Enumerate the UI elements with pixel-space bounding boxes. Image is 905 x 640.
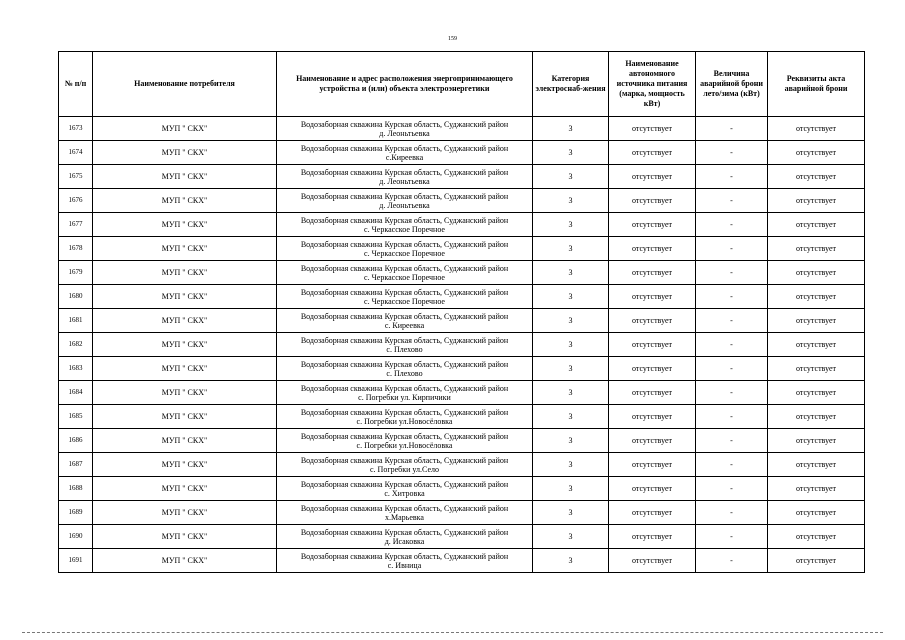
power-source-cell: отсутствует bbox=[609, 525, 696, 549]
power-source-cell: отсутствует bbox=[609, 357, 696, 381]
act-requisites-cell: отсутствует bbox=[768, 477, 865, 501]
act-requisites-cell: отсутствует bbox=[768, 501, 865, 525]
reserve-value-cell: - bbox=[696, 261, 768, 285]
reserve-value-cell: - bbox=[696, 333, 768, 357]
reserve-value-cell: - bbox=[696, 309, 768, 333]
category-cell: 3 bbox=[533, 477, 609, 501]
power-source-cell: отсутствует bbox=[609, 453, 696, 477]
consumer-cell: МУП " СКХ" bbox=[93, 525, 277, 549]
reserve-value-cell: - bbox=[696, 525, 768, 549]
address-locality: с. Черкасское Поречное bbox=[364, 272, 445, 282]
consumer-cell: МУП " СКХ" bbox=[93, 429, 277, 453]
table-row bbox=[59, 429, 865, 453]
reserve-value-cell: - bbox=[696, 357, 768, 381]
address-locality: с. Плехово bbox=[386, 368, 423, 378]
table-row bbox=[59, 453, 865, 477]
power-source-cell: отсутствует bbox=[609, 549, 696, 573]
address-object: Водозаборная скважина Курская область, Суджанский район bbox=[300, 551, 509, 561]
power-source-cell: отсутствует bbox=[609, 285, 696, 309]
category-cell: 3 bbox=[533, 333, 609, 357]
table-row bbox=[59, 381, 865, 405]
reserve-value-cell: - bbox=[696, 117, 768, 141]
address-object: Водозаборная скважина Курская область, Суджанский район bbox=[300, 335, 509, 345]
reserve-value-cell: - bbox=[696, 237, 768, 261]
address-locality: д. Леоньтьевка bbox=[379, 128, 430, 138]
act-requisites-cell: отсутствует bbox=[768, 261, 865, 285]
power-source-cell: отсутствует bbox=[609, 477, 696, 501]
table-row bbox=[59, 285, 865, 309]
address-locality: с. Ивница bbox=[387, 560, 422, 570]
row-number-cell: 1687 bbox=[59, 453, 93, 477]
power-source-cell: отсутствует bbox=[609, 501, 696, 525]
consumer-cell: МУП " СКХ" bbox=[93, 501, 277, 525]
table-row bbox=[59, 309, 865, 333]
address-object: Водозаборная скважина Курская область, Суджанский район bbox=[300, 383, 509, 393]
reserve-value-cell: - bbox=[696, 477, 768, 501]
address-object: Водозаборная скважина Курская область, Суджанский район bbox=[300, 359, 509, 369]
address-cell bbox=[277, 213, 533, 237]
address-locality: с. Черкасское Поречное bbox=[364, 224, 445, 234]
row-number-cell: 1673 bbox=[59, 117, 93, 141]
address-locality: с. Киреевка bbox=[384, 320, 425, 330]
table-row bbox=[59, 357, 865, 381]
row-number-cell: 1681 bbox=[59, 309, 93, 333]
address-cell bbox=[277, 237, 533, 261]
table-row bbox=[59, 525, 865, 549]
table-row bbox=[59, 333, 865, 357]
category-cell: 3 bbox=[533, 237, 609, 261]
category-cell: 3 bbox=[533, 285, 609, 309]
address-cell bbox=[277, 165, 533, 189]
address-object: Водозаборная скважина Курская область, Суджанский район bbox=[300, 431, 509, 441]
act-requisites-cell: отсутствует bbox=[768, 357, 865, 381]
row-number-cell: 1676 bbox=[59, 189, 93, 213]
address-object: Водозаборная скважина Курская область, Суджанский район bbox=[300, 503, 509, 513]
consumer-cell: МУП " СКХ" bbox=[93, 477, 277, 501]
bottom-divider bbox=[22, 632, 883, 633]
row-number-cell: 1686 bbox=[59, 429, 93, 453]
category-cell: 3 bbox=[533, 381, 609, 405]
consumer-cell: МУП " СКХ" bbox=[93, 549, 277, 573]
reserve-value-cell: - bbox=[696, 165, 768, 189]
act-requisites-cell: отсутствует bbox=[768, 165, 865, 189]
row-number-cell: 1691 bbox=[59, 549, 93, 573]
reserve-value-cell: - bbox=[696, 285, 768, 309]
consumer-cell: МУП " СКХ" bbox=[93, 285, 277, 309]
power-source-cell: отсутствует bbox=[609, 309, 696, 333]
header-category: Категория электроснаб-жения bbox=[533, 52, 609, 117]
category-cell: 3 bbox=[533, 357, 609, 381]
address-object: Водозаборная скважина Курская область, Суджанский район bbox=[300, 119, 509, 129]
address-locality: с.Киреевка bbox=[385, 152, 424, 162]
reserve-value-cell: - bbox=[696, 549, 768, 573]
act-requisites-cell: отсутствует bbox=[768, 189, 865, 213]
row-number-cell: 1683 bbox=[59, 357, 93, 381]
power-source-cell: отсутствует bbox=[609, 213, 696, 237]
address-locality: с. Черкасское Поречное bbox=[364, 248, 445, 258]
table-row bbox=[59, 141, 865, 165]
address-cell bbox=[277, 549, 533, 573]
address-cell bbox=[277, 309, 533, 333]
address-cell bbox=[277, 453, 533, 477]
consumer-cell: МУП " СКХ" bbox=[93, 117, 277, 141]
power-source-cell: отсутствует bbox=[609, 405, 696, 429]
act-requisites-cell: отсутствует bbox=[768, 141, 865, 165]
row-number-cell: 1674 bbox=[59, 141, 93, 165]
consumer-cell: МУП " СКХ" bbox=[93, 453, 277, 477]
address-object: Водозаборная скважина Курская область, Суджанский район bbox=[300, 455, 509, 465]
table-row bbox=[59, 405, 865, 429]
address-object: Водозаборная скважина Курская область, Суджанский район bbox=[300, 479, 509, 489]
page-number: 159 bbox=[448, 36, 457, 42]
reserve-value-cell: - bbox=[696, 501, 768, 525]
address-object: Водозаборная скважина Курская область, Суджанский район bbox=[300, 527, 509, 537]
consumer-cell: МУП " СКХ" bbox=[93, 165, 277, 189]
category-cell: 3 bbox=[533, 165, 609, 189]
consumer-cell: МУП " СКХ" bbox=[93, 333, 277, 357]
address-locality: х.Марьевка bbox=[385, 512, 424, 522]
reserve-value-cell: - bbox=[696, 381, 768, 405]
address-object: Водозаборная скважина Курская область, Суджанский район bbox=[300, 239, 509, 249]
table-row bbox=[59, 237, 865, 261]
category-cell: 3 bbox=[533, 213, 609, 237]
power-source-cell: отсутствует bbox=[609, 381, 696, 405]
address-object: Водозаборная скважина Курская область, Суджанский район bbox=[300, 311, 509, 321]
consumer-cell: МУП " СКХ" bbox=[93, 141, 277, 165]
consumer-cell: МУП " СКХ" bbox=[93, 357, 277, 381]
category-cell: 3 bbox=[533, 549, 609, 573]
power-source-cell: отсутствует bbox=[609, 237, 696, 261]
category-cell: 3 bbox=[533, 141, 609, 165]
category-cell: 3 bbox=[533, 429, 609, 453]
address-cell bbox=[277, 357, 533, 381]
consumer-cell: МУП " СКХ" bbox=[93, 261, 277, 285]
row-number-cell: 1690 bbox=[59, 525, 93, 549]
table-row bbox=[59, 117, 865, 141]
address-locality: д. Леоньтьевка bbox=[379, 200, 430, 210]
row-number-cell: 1680 bbox=[59, 285, 93, 309]
address-object: Водозаборная скважина Курская область, Суджанский район bbox=[300, 215, 509, 225]
address-object: Водозаборная скважина Курская область, Суджанский район bbox=[300, 191, 509, 201]
table-row bbox=[59, 501, 865, 525]
address-locality: с. Хитровка bbox=[384, 488, 425, 498]
header-source: Наименование автономного источника питания (марка, мощность кВт) bbox=[609, 52, 696, 117]
table-row bbox=[59, 477, 865, 501]
address-object: Водозаборная скважина Курская область, Суджанский район bbox=[300, 407, 509, 417]
header-num: № п/п bbox=[59, 52, 93, 117]
reserve-value-cell: - bbox=[696, 189, 768, 213]
power-source-cell: отсутствует bbox=[609, 141, 696, 165]
category-cell: 3 bbox=[533, 117, 609, 141]
act-requisites-cell: отсутствует bbox=[768, 285, 865, 309]
table-row bbox=[59, 189, 865, 213]
address-cell bbox=[277, 117, 533, 141]
address-locality: с. Плехово bbox=[386, 344, 423, 354]
power-source-cell: отсутствует bbox=[609, 429, 696, 453]
table-row bbox=[59, 165, 865, 189]
row-number-cell: 1685 bbox=[59, 405, 93, 429]
power-source-cell: отсутствует bbox=[609, 333, 696, 357]
act-requisites-cell: отсутствует bbox=[768, 333, 865, 357]
act-requisites-cell: отсутствует bbox=[768, 405, 865, 429]
address-cell bbox=[277, 501, 533, 525]
act-requisites-cell: отсутствует bbox=[768, 549, 865, 573]
consumer-cell: МУП " СКХ" bbox=[93, 381, 277, 405]
emergency-reserve-table bbox=[58, 51, 865, 573]
category-cell: 3 bbox=[533, 501, 609, 525]
consumer-cell: МУП " СКХ" bbox=[93, 405, 277, 429]
table-row bbox=[59, 261, 865, 285]
row-number-cell: 1675 bbox=[59, 165, 93, 189]
act-requisites-cell: отсутствует bbox=[768, 429, 865, 453]
row-number-cell: 1689 bbox=[59, 501, 93, 525]
row-number-cell: 1677 bbox=[59, 213, 93, 237]
power-source-cell: отсутствует bbox=[609, 165, 696, 189]
table-row bbox=[59, 549, 865, 573]
address-locality: с. Погребки ул.Село bbox=[369, 464, 439, 474]
address-cell bbox=[277, 381, 533, 405]
table-body bbox=[59, 117, 865, 573]
row-number-cell: 1684 bbox=[59, 381, 93, 405]
category-cell: 3 bbox=[533, 405, 609, 429]
category-cell: 3 bbox=[533, 261, 609, 285]
address-locality: с. Погребки ул.Новосёловка bbox=[356, 440, 453, 450]
reserve-value-cell: - bbox=[696, 213, 768, 237]
address-cell bbox=[277, 405, 533, 429]
reserve-value-cell: - bbox=[696, 453, 768, 477]
header-requisites: Реквизиты акта аварийной брони bbox=[768, 52, 865, 117]
address-locality: д. Исаковка bbox=[384, 536, 425, 546]
address-cell bbox=[277, 477, 533, 501]
consumer-cell: МУП " СКХ" bbox=[93, 309, 277, 333]
row-number-cell: 1678 bbox=[59, 237, 93, 261]
address-locality: с. Погребки ул.Новосёловка bbox=[356, 416, 453, 426]
consumer-cell: МУП " СКХ" bbox=[93, 213, 277, 237]
category-cell: 3 bbox=[533, 189, 609, 213]
act-requisites-cell: отсутствует bbox=[768, 453, 865, 477]
address-object: Водозаборная скважина Курская область, Суджанский район bbox=[300, 287, 509, 297]
address-cell bbox=[277, 189, 533, 213]
row-number-cell: 1688 bbox=[59, 477, 93, 501]
reserve-value-cell: - bbox=[696, 141, 768, 165]
address-cell bbox=[277, 525, 533, 549]
address-cell bbox=[277, 285, 533, 309]
address-locality: с. Черкасское Поречное bbox=[364, 296, 445, 306]
power-source-cell: отсутствует bbox=[609, 261, 696, 285]
table-row bbox=[59, 213, 865, 237]
category-cell: 3 bbox=[533, 309, 609, 333]
reserve-value-cell: - bbox=[696, 405, 768, 429]
power-source-cell: отсутствует bbox=[609, 189, 696, 213]
header-reserve: Величина аварийной брони лето/зима (кВт) bbox=[696, 52, 768, 117]
act-requisites-cell: отсутствует bbox=[768, 237, 865, 261]
category-cell: 3 bbox=[533, 453, 609, 477]
reserve-value-cell: - bbox=[696, 429, 768, 453]
power-source-cell: отсутствует bbox=[609, 117, 696, 141]
header-address: Наименование и адрес расположения энергопринимающего устройства и (или) объекта электроэнергетики bbox=[277, 52, 533, 117]
row-number-cell: 1679 bbox=[59, 261, 93, 285]
act-requisites-cell: отсутствует bbox=[768, 525, 865, 549]
act-requisites-cell: отсутствует bbox=[768, 213, 865, 237]
table-header-row bbox=[59, 52, 865, 117]
act-requisites-cell: отсутствует bbox=[768, 381, 865, 405]
address-cell bbox=[277, 429, 533, 453]
category-cell: 3 bbox=[533, 525, 609, 549]
consumer-cell: МУП " СКХ" bbox=[93, 189, 277, 213]
act-requisites-cell: отсутствует bbox=[768, 309, 865, 333]
address-cell bbox=[277, 333, 533, 357]
address-object: Водозаборная скважина Курская область, Суджанский район bbox=[300, 263, 509, 273]
address-locality: с. Погребки ул. Кирпичики bbox=[358, 392, 451, 402]
header-consumer: Наименование потребителя bbox=[93, 52, 277, 117]
address-object: Водозаборная скважина Курская область, Суджанский район bbox=[300, 167, 509, 177]
act-requisites-cell: отсутствует bbox=[768, 117, 865, 141]
address-cell bbox=[277, 141, 533, 165]
address-object: Водозаборная скважина Курская область, Суджанский район bbox=[300, 143, 509, 153]
address-locality: д. Леоньтьевка bbox=[379, 176, 430, 186]
consumer-cell: МУП " СКХ" bbox=[93, 237, 277, 261]
address-cell bbox=[277, 261, 533, 285]
row-number-cell: 1682 bbox=[59, 333, 93, 357]
